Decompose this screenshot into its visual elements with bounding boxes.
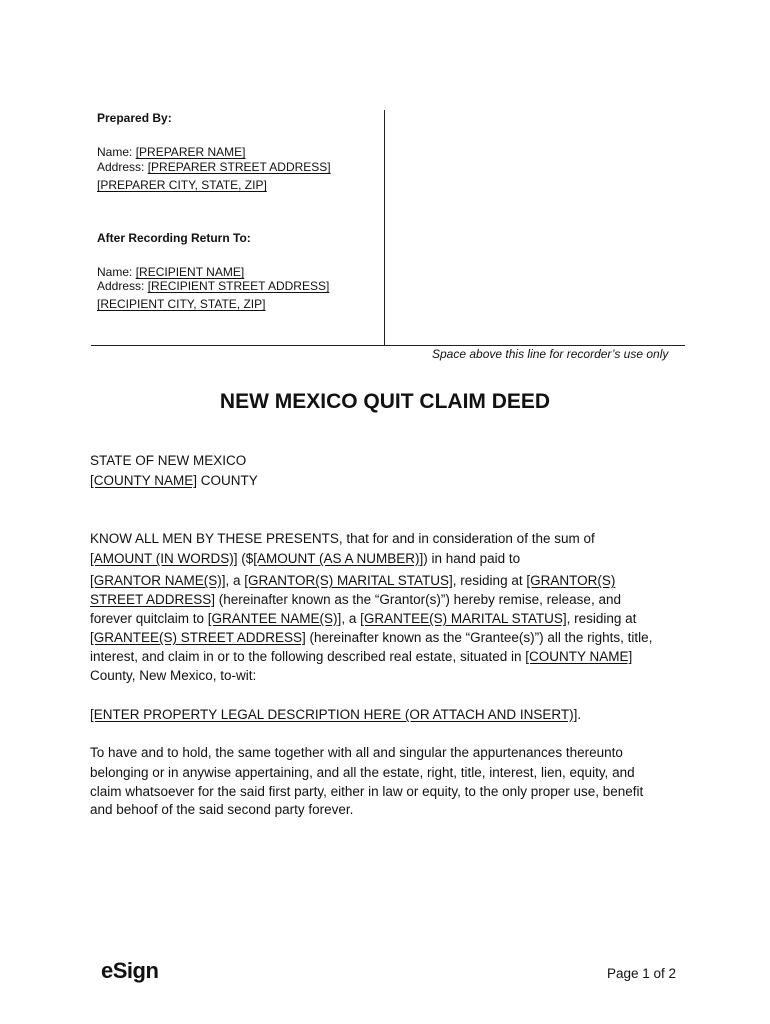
county-suffix: COUNTY <box>197 473 258 488</box>
recipient-street-field[interactable]: [RECIPIENT STREET ADDRESS] <box>147 279 330 293</box>
preparer-street-field[interactable]: [PREPARER STREET ADDRESS] <box>147 160 331 174</box>
recipient-city-field[interactable]: [RECIPIENT CITY, STATE, ZIP] <box>97 297 266 311</box>
p1-line-6: [GRANTEE(S) STREET ADDRESS] (hereinafter known as the “Grantee(s)”) all the rights, title, <box>90 630 653 645</box>
page-number: Page 1 of 2 <box>606 966 676 981</box>
legal-description-line: [ENTER PROPERTY LEGAL DESCRIPTION HERE (OR ATTACH AND INSERT)]. <box>90 707 582 722</box>
county-line <box>90 471 258 491</box>
recorder-box-divider <box>384 110 385 345</box>
p1-line-1: KNOW ALL MEN BY THESE PRESENTS, that for and in consideration of the sum of <box>90 531 595 546</box>
recipient-name-field[interactable]: [RECIPIENT NAME] <box>135 265 245 279</box>
grantor-name-field[interactable]: [GRANTOR NAME(S)] <box>90 573 226 588</box>
preparer-city-field[interactable]: [PREPARER CITY, STATE, ZIP] <box>97 178 267 192</box>
grantor-street-field[interactable]: [GRANTOR(S) <box>526 573 616 588</box>
recorder-note: Space above this line for recorder’s use only <box>432 347 669 361</box>
recipient-address-line <box>97 278 329 294</box>
p1-line-3: [GRANTOR NAME(S)], a [GRANTOR(S) MARITAL STATUS], residing at [GRANTOR(S) <box>90 573 616 588</box>
address-label: Address: <box>97 279 145 293</box>
grantor-status-field[interactable]: [GRANTOR(S) MARITAL STATUS] <box>244 573 453 588</box>
amount-words-field[interactable]: [AMOUNT (IN WORDS)] <box>90 551 238 566</box>
p1-line-8: County, New Mexico, to-wit: <box>90 668 257 683</box>
preparer-address-line <box>97 159 331 175</box>
state-line: STATE OF NEW MEXICO <box>90 453 247 468</box>
amount-number-field[interactable]: [AMOUNT (AS A NUMBER)] <box>253 551 424 566</box>
p3-line-4: and behoof of the said second party forever. <box>90 802 354 817</box>
preparer-name-field[interactable]: [PREPARER NAME] <box>135 145 246 159</box>
p1-line-2: [AMOUNT (IN WORDS)] ($[AMOUNT (AS A NUMBER)]) in hand paid to <box>90 551 521 566</box>
grantee-street-field[interactable]: [GRANTEE(S) STREET ADDRESS] <box>90 630 306 645</box>
p3-line-2: belonging or in anywise appertaining, and all the estate, right, title, interest, lien, equity, and <box>90 765 635 780</box>
prepared-by-label: Prepared By: <box>97 111 172 125</box>
p1-line-5: forever quitclaim to [GRANTEE NAME(S)], a [GRANTEE(S) MARITAL STATUS], residing at <box>90 611 637 626</box>
county-name-field[interactable]: [COUNTY NAME] <box>90 473 198 488</box>
grantor-street-field-cont[interactable]: STREET ADDRESS] <box>90 592 216 607</box>
grantee-name-field[interactable]: [GRANTEE NAME(S)] <box>207 611 342 626</box>
esign-logo: eSign <box>101 958 159 983</box>
return-to-label: After Recording Return To: <box>97 231 251 245</box>
document-title: NEW MEXICO QUIT CLAIM DEED <box>219 390 551 413</box>
address-label: Address: <box>97 160 145 174</box>
name-label: Name: <box>97 265 133 279</box>
county-name-field-2[interactable]: [COUNTY NAME] <box>525 649 633 664</box>
legal-description-field[interactable]: [ENTER PROPERTY LEGAL DESCRIPTION HERE (OR ATTACH AND INSERT)] <box>90 707 578 722</box>
p1-line-4: STREET ADDRESS] (hereinafter known as the “Grantor(s)”) hereby remise, release, and <box>90 592 621 607</box>
p3-line-1: To have and to hold, the same together with all and singular the appurtenances thereunto <box>90 745 623 760</box>
p3-line-3: claim whatsoever for the said first party, either in law or equity, to the only proper use, benefit <box>90 784 644 799</box>
preparer-name-line <box>97 144 246 160</box>
p1-line-7: interest, and claim in or to the following described real estate, situated in [COUNTY NAME] <box>90 649 633 664</box>
name-label: Name: <box>97 145 133 159</box>
grantee-status-field[interactable]: [GRANTEE(S) MARITAL STATUS] <box>360 611 567 626</box>
